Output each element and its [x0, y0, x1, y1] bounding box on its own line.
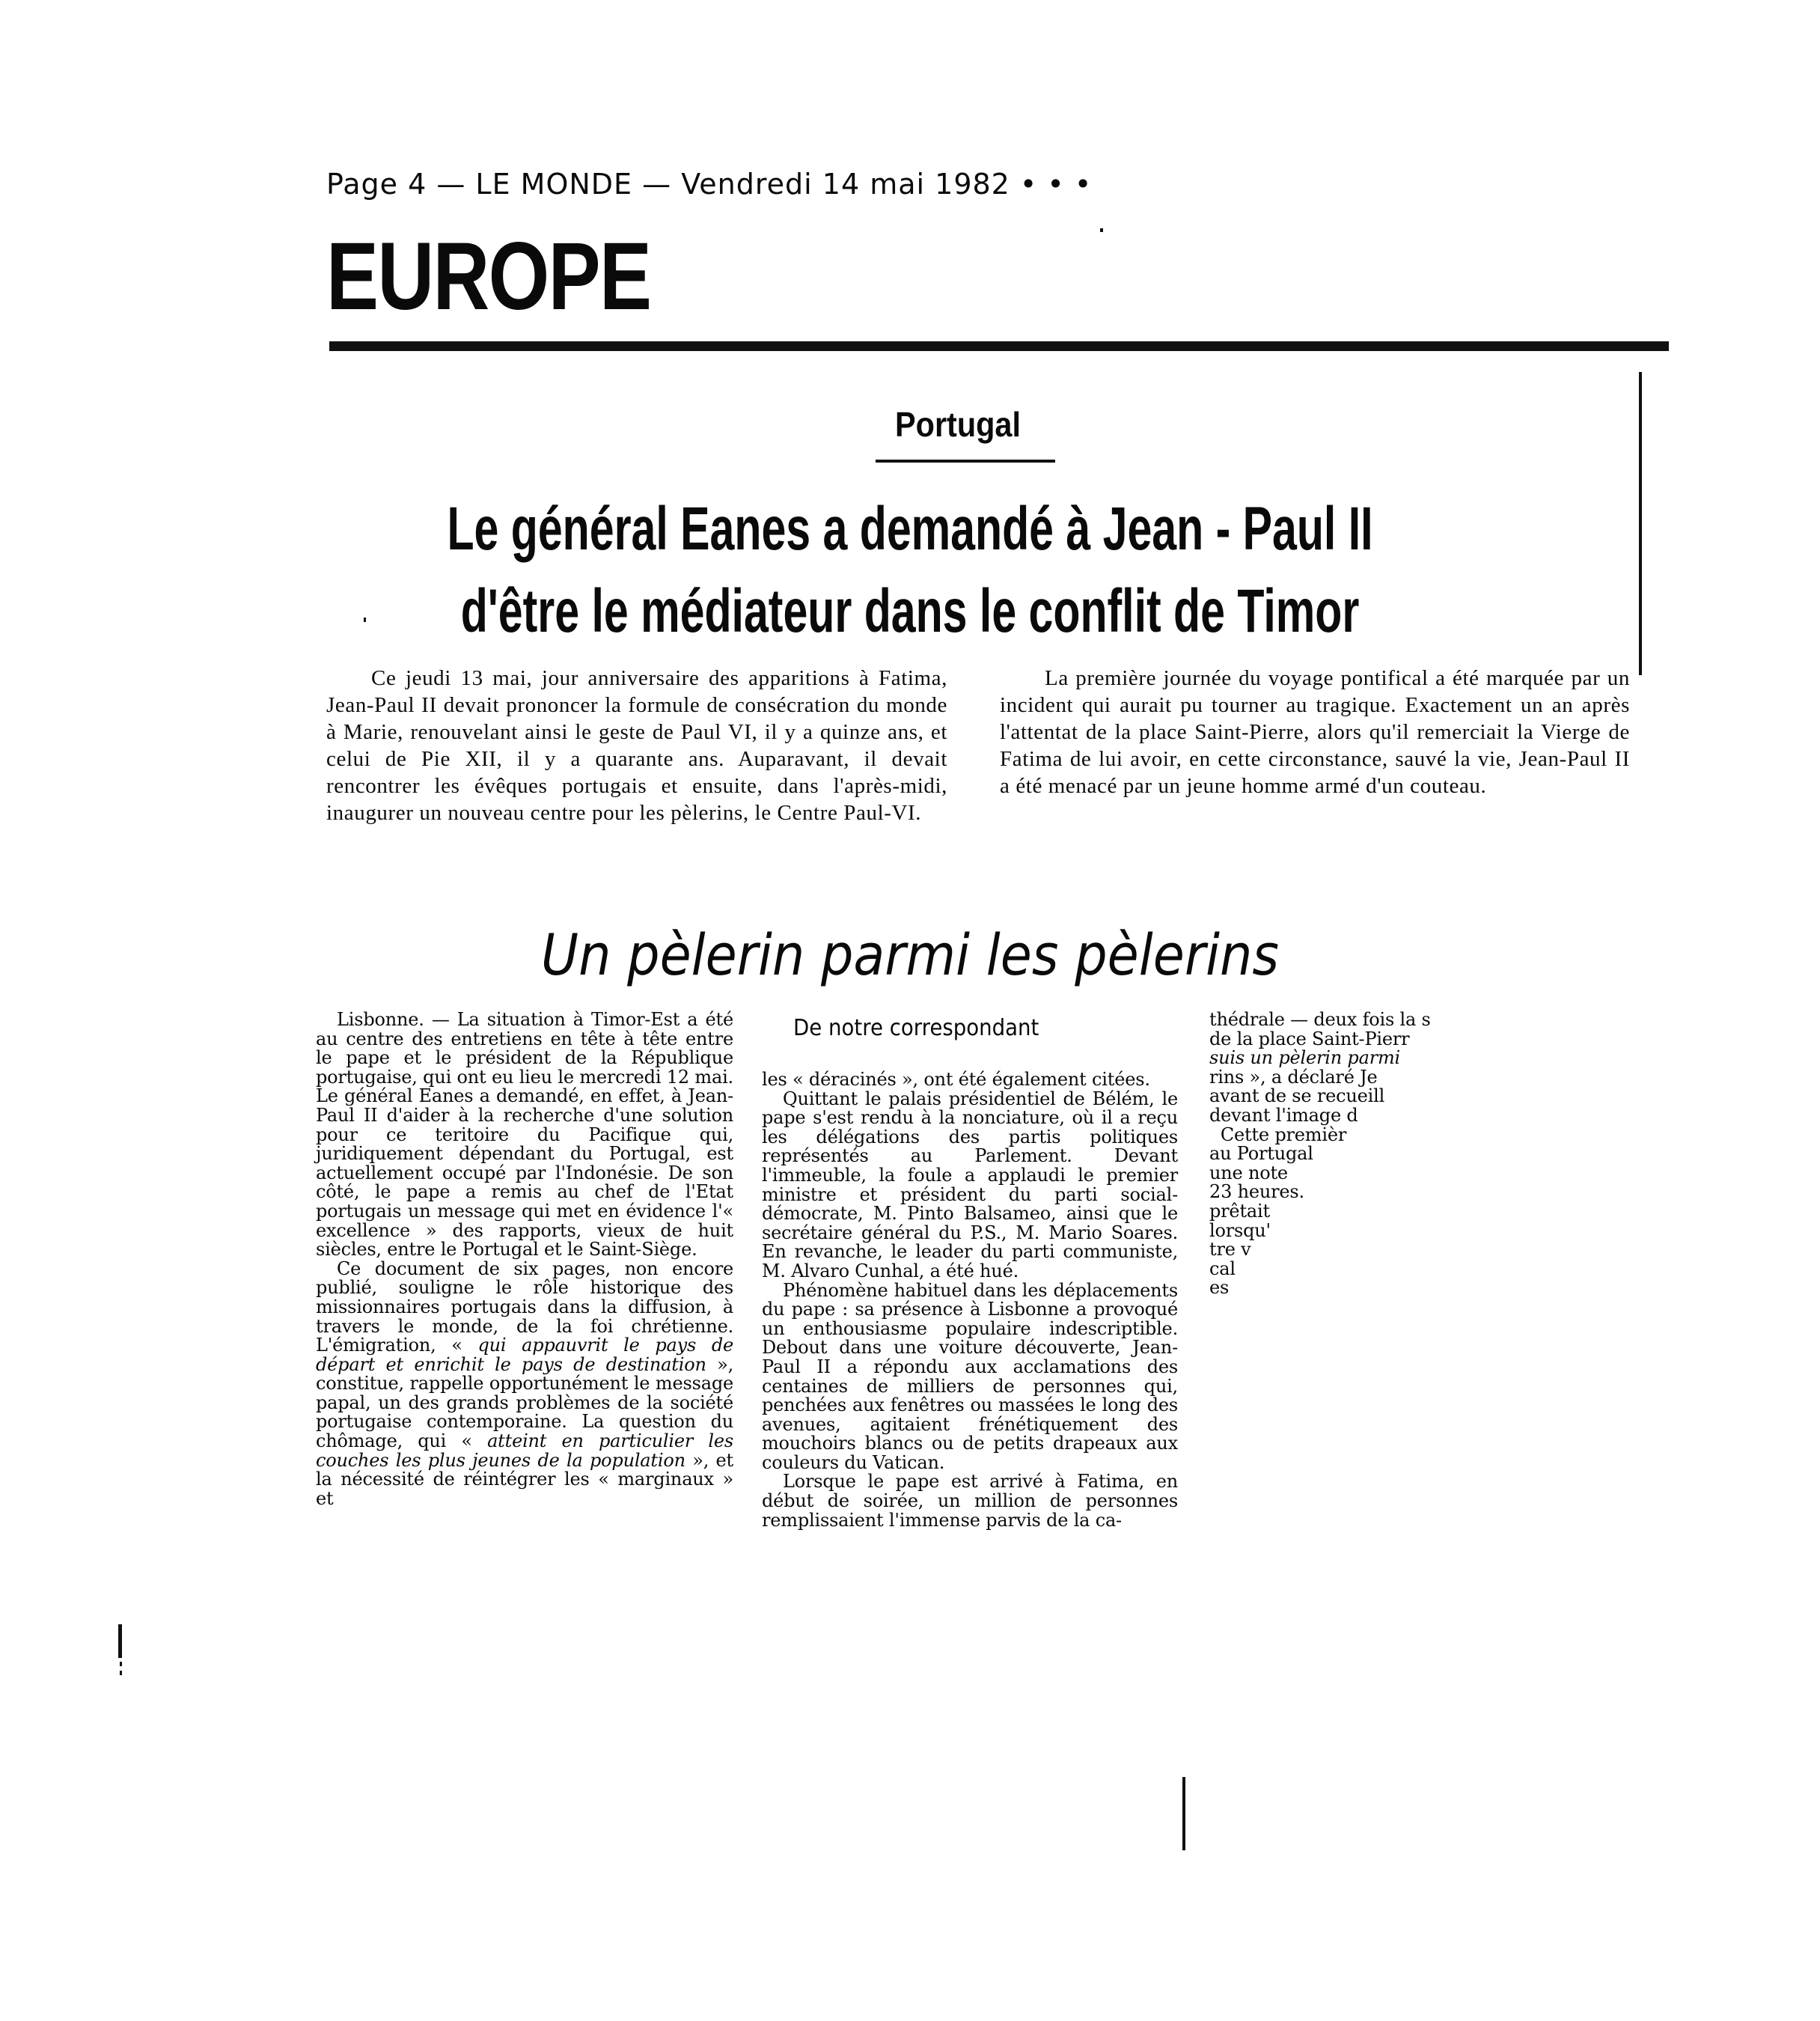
body-paragraph: Quittant le palais présidentiel de Bélém, le pape s'est rendu à la nonciature, où il a reçu les délégations des partis politiques représentés au Parlement. Devant l'immeuble, la foule a applaudi le premier ministre et président du parti social-démocrate, M. Pinto Balsameo, ainsi que le secrétaire général du P.S., M. Mario Soares. En revanche, le leader du parti communiste, M. Alvaro Cunhal, a été hué. — [762, 1088, 1178, 1281]
body-line: thédrale — deux fois la s — [1209, 1010, 1431, 1030]
body-line: suis un pèlerin parmi — [1209, 1047, 1400, 1069]
body-line: cal — [1209, 1258, 1236, 1279]
scan-artifact — [118, 1624, 122, 1658]
headline-line-2: d'être le médiateur dans le conflit de Timor — [460, 577, 1360, 645]
lead-paragraph-right — [1000, 665, 1630, 799]
body-line: tre v — [1209, 1239, 1251, 1261]
body-column-left — [316, 1010, 733, 1508]
body-paragraph: Phénomène habituel dans les déplacements du pape : sa présence à Lisbonne a provoqué un enthousiasme populaire indescriptible. Debout dans une voiture découverte, Jean-Paul II a répondu aux acclamations des centaines de milliers de personnes qui, penchées aux fenêtres ou massées le long des avenues, agitaient frénétiquement des mouchoirs blancs ou de petits drapeaux aux couleurs du Vatican. — [762, 1279, 1178, 1473]
body-text: », constitue, rappelle opportunément le message papal, un des grands problèmes de la société portugaise contemporaine. La question du chômage, qui « — [316, 1353, 733, 1452]
scan-artifact — [1100, 228, 1103, 232]
quote-text: atteint en particulier les couches les plus jeunes de la population — [316, 1430, 733, 1471]
body-column-right-truncated — [1209, 1010, 1561, 1298]
scan-artifact — [120, 1662, 122, 1666]
body-line: une note — [1209, 1162, 1288, 1183]
body-paragraph: Lorsque le pape est arrivé à Fatima, en début de soirée, un million de personnes remplissaient l'immense parvis de la ca- — [762, 1471, 1178, 1531]
headline-line-1: Le général Eanes a demandé à Jean - Paul II — [447, 495, 1373, 563]
column-rule-divider — [1639, 372, 1642, 675]
running-head: Page 4 — LE MONDE — Vendredi 14 mai 1982 • • • — [326, 168, 1093, 201]
body-line: rins », a déclaré Je — [1209, 1066, 1378, 1088]
body-column-middle — [762, 1070, 1178, 1530]
body-line: de la place Saint-Pierr — [1209, 1028, 1410, 1049]
kicker-underline-divider — [876, 460, 1055, 463]
scan-artifact — [364, 618, 366, 622]
body-line: lorsqu' — [1209, 1219, 1271, 1241]
lead-paragraph-left — [326, 665, 947, 826]
lead-text-right: La première journée du voyage pontifical a été marquée par un incident qui aurait pu tourner au tragique. Exactement un an après l'attentat de la place Saint-Pierre, alors qu'il remerciait la Vierge de Fatima de lui avoir, en cette circonstance, sauvé la vie, Jean-Paul II a été menacé par un jeune homme armé d'un couteau. — [1000, 666, 1630, 798]
body-paragraph — [316, 1260, 733, 1509]
article-kicker: Portugal — [895, 405, 1021, 444]
scan-artifact — [120, 1671, 122, 1675]
quote-text: qui appauvrit le pays de départ et enrichit le pays de destination — [316, 1335, 734, 1375]
body-line: es — [1209, 1277, 1230, 1298]
byline: De notre correspondant — [793, 1015, 1039, 1041]
lead-text-left: Ce jeudi 13 mai, jour anniversaire des apparitions à Fatima, Jean-Paul II devait prononcer la formule de consécration du monde à Marie, renouvelant ainsi le geste de Paul VI, il y a quinze ans, et celui de Pie XII, il y a quarante ans. Auparavant, il devait rencontrer les évêques portugais et ensuite, dans l'après-midi, inaugurer un nouveau centre pour les pèlerins, le Centre Paul-VI. — [326, 666, 947, 825]
body-paragraph: les « déracinés », ont été également citées. — [762, 1069, 1150, 1090]
section-rule-divider — [329, 341, 1669, 351]
body-line: avant de se recueill — [1209, 1085, 1385, 1107]
body-line: devant l'image d — [1209, 1104, 1358, 1126]
body-line: Cette premièr — [1209, 1124, 1347, 1145]
article-subhead: Un pèlerin parmi les pèlerins — [541, 921, 1279, 988]
column-rule-divider — [1182, 1777, 1185, 1850]
body-paragraph: Lisbonne. — La situation à Timor-Est a été au centre des entretiens en tête à tête entre le pape et le président de la République portugaise, qui ont eu lieu le mercredi 12 mai. Le général Eanes a demandé, en effet, à Jean-Paul II d'aider à la recherche d'une solution pour ce teritoire du Pacifique qui, juridiquement dépendant du Portugal, est actuellement occupé par l'Indonésie. De son côté, le pape a remis au chef de l'Etat portugais un message qui met en évidence l'« excellence » des rapports, vieux de huit siècles, entre le Portugal et le Saint-Siège. — [316, 1009, 733, 1261]
body-line: au Portugal — [1209, 1143, 1313, 1165]
body-text: Ce document de six pages, non encore publié, souligne le rôle historique des missionnaires portugais dans la diffusion, à travers le monde, de la foi chrétienne. L'émigration, « — [316, 1258, 733, 1356]
body-text: », et la nécessité de réintégrer les « marginaux » et — [316, 1449, 733, 1509]
section-title: EUROPE — [326, 223, 651, 330]
body-line: 23 heures. — [1209, 1181, 1304, 1203]
body-line: prêtait — [1209, 1200, 1270, 1222]
